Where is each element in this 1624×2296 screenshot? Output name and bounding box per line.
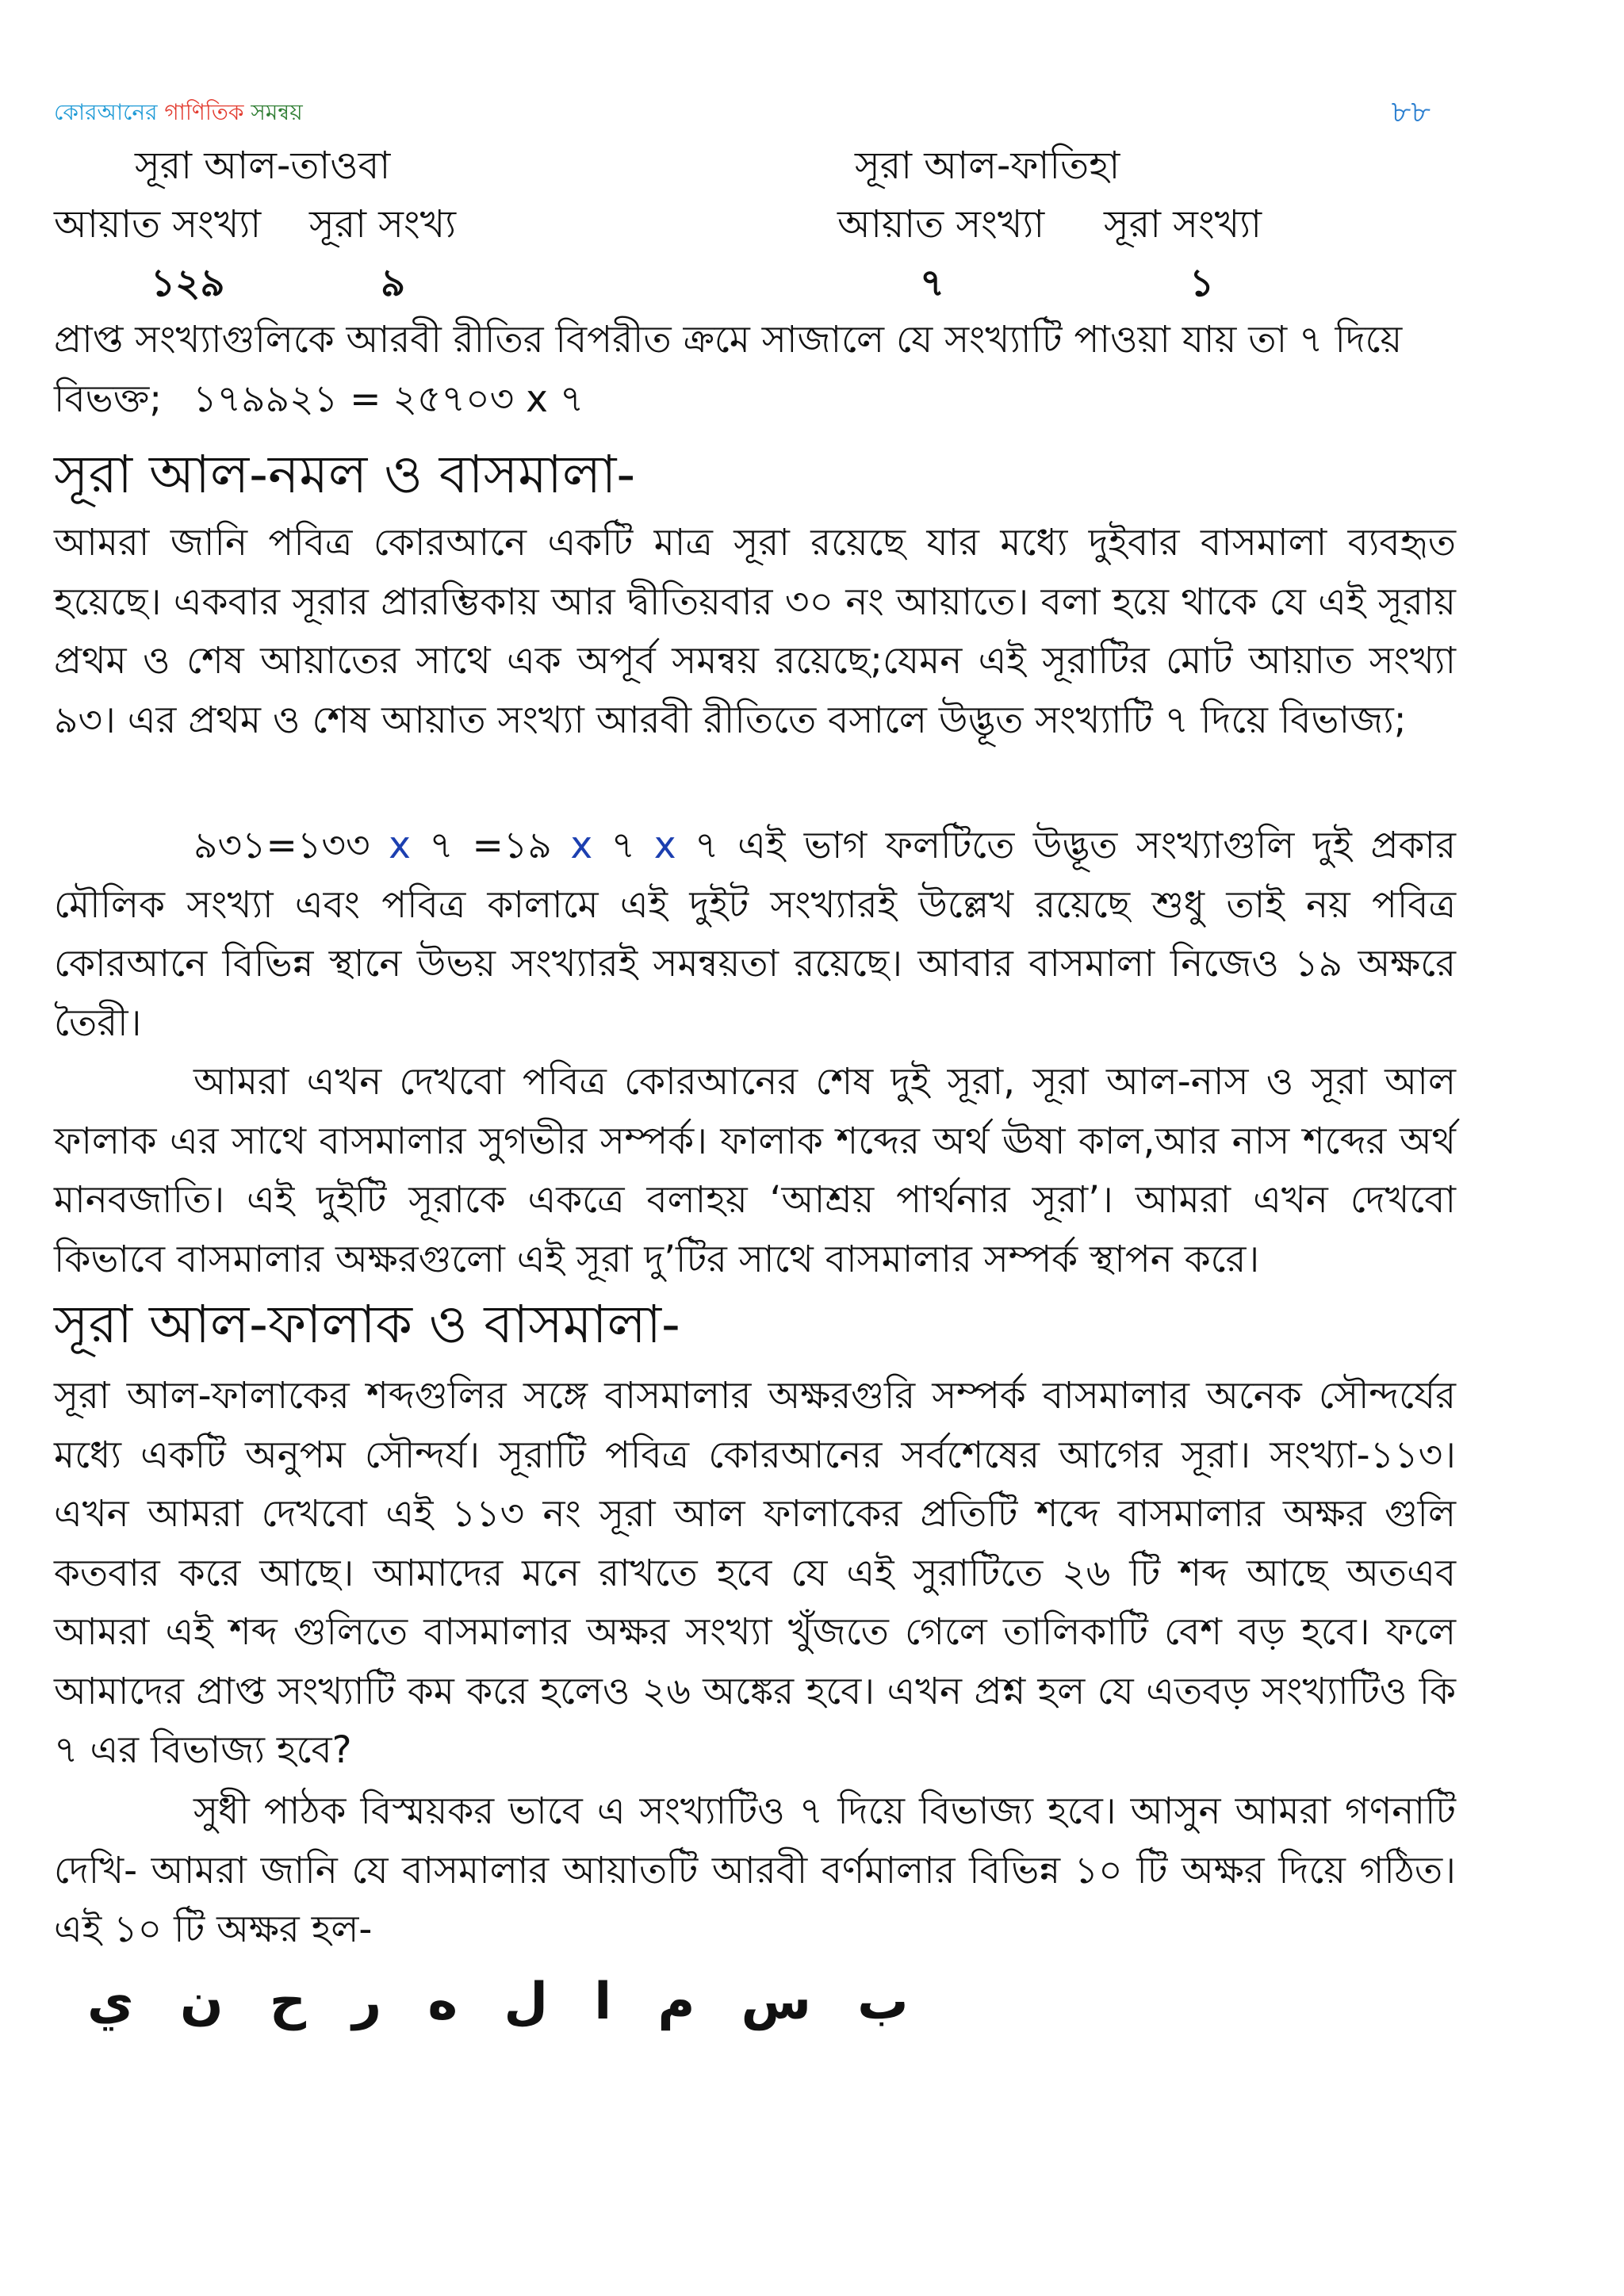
equation-part-4: ৭ [695,824,719,867]
col-sura-right: সূরা সংখ্যা [1104,202,1262,247]
section-heading-naml: সূরা আল-নমল ও বাসমালা- [54,444,636,505]
equation-times-3: x [653,824,676,867]
equation-part-3: ৭ [611,824,636,867]
arabic-letter: ن [179,1973,224,2031]
section-heading-falaq: সূরা আল-ফালাক ও বাসমালা- [54,1294,680,1355]
arabic-letter: ب [857,1973,909,2031]
value-ayat-left: ১২৯ [151,261,225,305]
col-ayat-left: আয়াত সংখ্যা [54,202,262,247]
arabic-letters-row [87,1973,937,2031]
intro-paragraph [54,311,1456,429]
col-ayat-right: আয়াত সংখ্যা [837,202,1045,247]
arabic-letter: ي [87,1973,134,2031]
arabic-letter: ل [504,1973,548,2031]
header-word-2: গাণিতিক [164,99,244,125]
equation-part-1: ৯৩১=১৩৩ [193,824,370,867]
value-sura-right: ১ [1189,261,1215,305]
intro-equation: ১৭৯৯২১ = ২৫৭০৩ x ৭ [193,377,584,421]
value-sura-left: ৯ [381,261,406,305]
equation-times-2: x [570,824,593,867]
header-word-1: কোরআনের [54,99,158,125]
equation-times-1: x [389,824,411,867]
value-ayat-right: ৭ [920,261,945,305]
running-header [54,95,303,132]
arabic-letter: ح [269,1973,306,2031]
left-surah-title: সূরা আল-তাওবা [135,144,391,188]
header-word-3: সমন্বয় [251,99,303,125]
naml-paragraph-2-text: এই ভাগ ফলটিতে উদ্ভূত সংখ্যাগুলি দুই প্রকার মৌলিক সংখ্যা এবং পবিত্র কালামে এই দুইট সংখ্যারই উল্লেখ রয়েছে শুধু তাই নয় পবিত্র কোরআনে বিভিন্ন স্থানে উভয় সংখ্যারই সমন্বয়তা রয়েছে। আবার বাসমালা নিজেও ১৯ অক্ষরে তৈরী। [54,824,1456,1045]
arabic-letter: ر [352,1973,382,2031]
naml-paragraph-3: আমরা এখন দেখবো পবিত্র কোরআনের শেষ দুই সূরা, সূরা আল-নাস ও সূরা আল ফালাক এর সাথে বাসমালার সুগভীর সম্পর্ক। ফালাক শব্দের অর্থ ঊষা কাল,আর নাস শব্দের অর্থ মানবজাতি। এই দুইটি সূরাকে একত্রে বলাহয় ‘আশ্রয় পার্থনার সূরা’। আমরা এখন দেখবো কিভাবে বাসমালার অক্ষরগুলো এই সূরা দু’টির সাথে বাসমালার সম্পর্ক স্থাপন করে। [54,1060,1456,1281]
falaq-paragraph-2: সুধী পাঠক বিস্ময়কর ভাবে এ সংখ্যাটিও ৭ দিয়ে বিভাজ্য হবে। আসুন আমরা গণনাটি দেখি- আমরা জানি যে বাসমালার আয়াতটি আরবী বর্ণমালার বিভিন্ন ১০ টি অক্ষর দিয়ে গঠিত। এই ১০ টি অক্ষর হল- [54,1789,1456,1951]
page-number: ৮৮ [1391,94,1431,129]
intro-equation-line [54,370,1456,430]
naml-paragraph-2 [54,817,1456,1053]
intro-line: প্রাপ্ত সংখ্যাগুলিকে আরবী রীতির বিপরীত ক্রমে সাজালে যে সংখ্যাটি পাওয়া যায় তা ৭ দিয়ে [54,318,1403,362]
arabic-letter: ه [427,1973,458,2031]
intro-label: বিভক্ত; [54,377,163,421]
col-sura-left: সূরা সংখ্য [309,202,457,247]
arabic-letter: س [741,1973,811,2031]
falaq-paragraph-1: সূরা আল-ফালাকের শব্দগুলির সঙ্গে বাসমালার অক্ষরগুরি সম্পর্ক বাসমালার অনেক সৌন্দর্যের মধ্যে একটি অনুপম সৌন্দর্য। সূরাটি পবিত্র কোরআনের সর্বশেষের আগের সূরা। সংখ্যা-১১৩। এখন আমরা দেখবো এই ১১৩ নং সূরা আল ফালাকের প্রতিটি শব্দে বাসমালার অক্ষর গুলি কতবার করে আছে। আমাদের মনে রাখতে হবে যে এই সুরাটিতে ২৬ টি শব্দ আছে অতএব আমরা এই শব্দ গুলিতে বাসমালার অক্ষর সংখ্যা খুঁজতে গেলে তালিকাটি বেশ বড় হবে। ফলে আমাদের প্রাপ্ত সংখ্যাটি কম করে হলেও ২৬ অঙ্কের হবে। এখন প্রশ্ন হল যে এতবড় সংখ্যাটিও কি ৭ এর বিভাজ্য হবে? [54,1374,1456,1772]
arabic-letter: ا [594,1973,612,2031]
right-surah-title: সূরা আল-ফাতিহা [855,144,1120,188]
equation-part-2: ৭ =১৯ [429,824,552,867]
naml-paragraph-1: আমরা জানি পবিত্র কোরআনে একটি মাত্র সূরা রয়েছে যার মধ্যে দুইবার বাসমালা ব্যবহৃত হয়েছে। একবার সূরার প্রারম্ভিকায় আর দ্বীতিয়বার ৩০ নং আয়াতে। বলা হয়ে থাকে যে এই সূরায় প্রথম ও শেষ আয়াতের সাথে এক অপূর্ব সমন্বয় রয়েছে;যেমন এই সূরাটির মোট আয়াত সংখ্যা ৯৩। এর প্রথম ও শেষ আয়াত সংখ্যা আরবী রীতিতে বসালে উদ্ভূত সংখ্যাটি ৭ দিয়ে বিভাজ্য; [54,521,1456,742]
arabic-letter: م [657,1973,695,2031]
